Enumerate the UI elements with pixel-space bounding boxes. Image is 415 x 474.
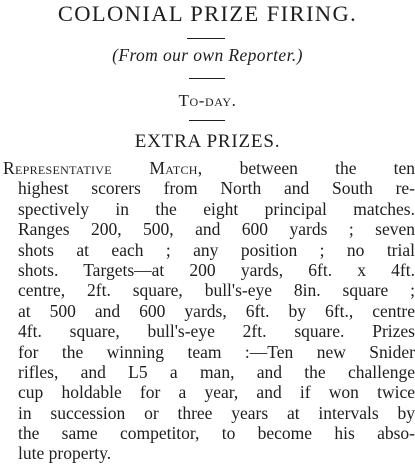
body-line: highest scorers from North and South re- xyxy=(18,178,415,199)
body-line: at 500 and 600 yards, 6ft. by 6ft., centre xyxy=(18,300,415,321)
body-line: cup holdable for a year, and if won twice xyxy=(18,382,415,403)
divider-rule xyxy=(189,78,225,79)
divider-rule xyxy=(187,38,225,39)
divider-rule xyxy=(189,120,225,121)
body-line: rifles, and L5 a man, and the challenge xyxy=(18,361,415,382)
dateline: To-day. xyxy=(178,91,237,110)
body-line-text: between the ten xyxy=(202,158,415,178)
body-line: Ranges 200, 500, and 600 yards ; seven xyxy=(18,219,415,240)
byline: (From our own Reporter.) xyxy=(112,45,303,65)
body-line: shots. Targets—at 200 yards, 6ft. x 4ft. xyxy=(18,259,415,280)
body-line: shots at each ; any position ; no trial xyxy=(18,239,415,260)
body-line: for the winning team :—Ten new Snider xyxy=(18,341,415,362)
body-line: centre, 2ft. square, bull's-eye 8in. square ; xyxy=(18,280,415,301)
subheading: EXTRA PRIZES. xyxy=(134,131,281,152)
body-line: 4ft. square, bull's-eye 2ft. square. Prizes xyxy=(18,321,415,342)
body-line: the same competitor, to become his abso- xyxy=(18,423,415,444)
body-line: lute property. xyxy=(18,443,112,464)
body-line: in succession or three years at intervals by xyxy=(18,402,415,423)
headline: COLONIAL PRIZE FIRING. xyxy=(57,1,358,26)
body-line xyxy=(0,158,415,178)
body-line: spectively in the eight principal matches. xyxy=(18,198,415,219)
lead-in: Representative Match, xyxy=(3,158,203,178)
article-body xyxy=(0,158,415,464)
